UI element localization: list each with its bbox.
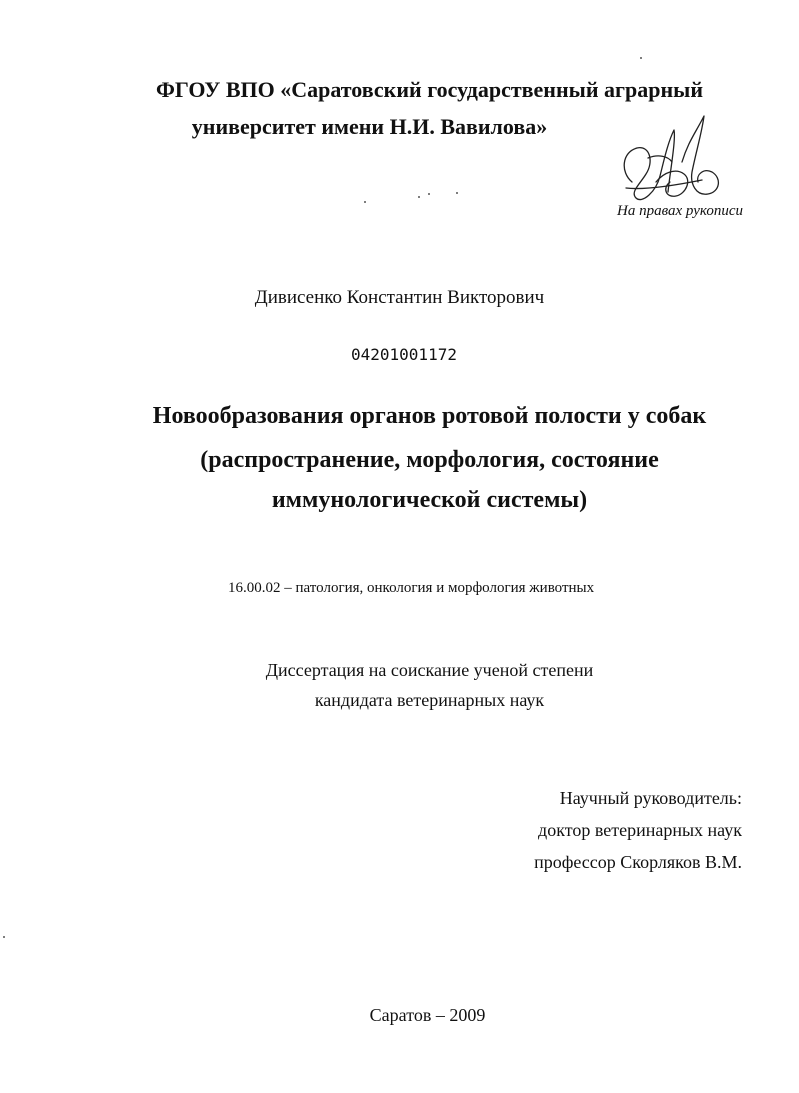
- scan-speck: [418, 196, 420, 198]
- city-year: Саратов – 2009: [369, 1005, 486, 1025]
- dissertation-title-line-1: Новообразования органов ротовой полости у собак: [152, 403, 707, 429]
- organization-line-1: ФГОУ ВПО «Саратовский государственный аграрный: [155, 77, 704, 102]
- scan-speck: [364, 201, 366, 203]
- scan-speck: [3, 936, 5, 938]
- author-name: Дивисенко Константин Викторович: [254, 287, 545, 308]
- supervisor-name: профессор Скорляков В.М.: [534, 852, 742, 872]
- scan-speck: [456, 192, 458, 194]
- registration-code: 04201001172: [351, 345, 457, 364]
- supervisor-label: Научный руководитель:: [559, 788, 742, 808]
- degree-line-1: Диссертация на соискание ученой степени: [265, 660, 594, 680]
- organization-line-2: университет имени Н.И. Вавилова»: [191, 114, 548, 139]
- supervisor-rank: доктор ветеринарных наук: [538, 820, 742, 840]
- dissertation-title-line-3: иммунологической системы): [271, 487, 588, 513]
- specialty-code: 16.00.02 – патология, онкология и морфология животных: [228, 580, 595, 596]
- scan-speck: [640, 57, 642, 59]
- dissertation-title-line-2: (распространение, морфология, состояние: [200, 447, 659, 473]
- degree-line-2: кандидата ветеринарных наук: [314, 690, 545, 710]
- manuscript-rights-note: На правах рукописи: [617, 203, 743, 219]
- scan-speck: [428, 193, 430, 195]
